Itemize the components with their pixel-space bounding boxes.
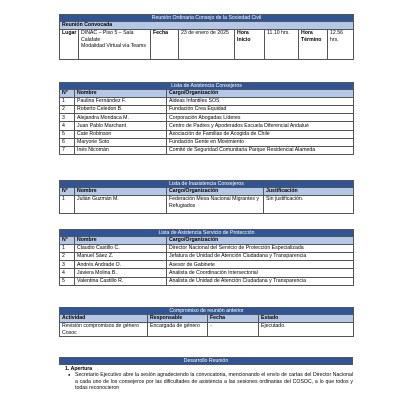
section-bullet-text: ● Secretario Ejecutivo abre la sesión agradeciendo la convocatoria, mencionando el envío de cartas del Director Nacional a cada uno de los consejeros por las dificultades de asistencia a las sesiones ordinarias del COSOC, a lo que todos y todas reconocieron — [75, 372, 353, 391]
row-num: 1 — [60, 195, 75, 213]
row-name: Claudio Castillo C. — [75, 244, 167, 252]
table-row — [60, 322, 354, 337]
row-name: Andrés Andrade O. — [75, 261, 167, 269]
attendance-table — [59, 82, 354, 155]
row-responsible: Encargada de género — [148, 322, 208, 337]
service-header-org: Cargo/Organización — [167, 237, 354, 244]
development-title: Desarrollo Reunión — [60, 358, 353, 365]
row-org: Asesor de Gabinete — [167, 261, 354, 269]
row-num: 1 — [60, 97, 75, 105]
row-num: 6 — [60, 138, 75, 146]
row-org: Fundación Crea Equidad — [167, 106, 354, 114]
table-row — [60, 277, 354, 285]
row-name: Julián Guzmán M. — [75, 195, 167, 213]
commitment-header-date: Fecha — [208, 315, 259, 322]
row-num: 1 — [60, 244, 75, 252]
row-org: Corporación Abogadas Líderes — [167, 114, 354, 122]
row-name: Inés Nicomán — [75, 146, 167, 154]
row-num: 5 — [60, 130, 75, 138]
row-num: 7 — [60, 146, 75, 154]
row-date: - — [208, 322, 259, 337]
row-org: Fundación Gente en Movimiento — [167, 138, 354, 146]
lugar-label: Lugar — [60, 29, 79, 59]
row-name: Manuel Sáez Z. — [75, 253, 167, 261]
table-row — [60, 269, 354, 277]
commitment-title: Compromiso de reunión anterior — [60, 308, 354, 315]
absence-header-num: N° — [60, 188, 75, 195]
section-item-heading: 1. Apertura — [65, 366, 93, 372]
row-org: Asociación de Familias de Acogida de Chile — [167, 130, 354, 138]
row-org: Aldeas Infantiles SOS — [167, 97, 354, 105]
row-num: 2 — [60, 253, 75, 261]
attendance-header-name: Nombre — [75, 90, 167, 97]
service-attendance-table — [59, 229, 354, 286]
table-row — [60, 106, 354, 114]
table-row — [60, 97, 354, 105]
development-table — [59, 357, 353, 365]
row-org: Jefatura de Unidad de Atención Ciudadana y Transparencia — [167, 253, 354, 261]
row-num: 4 — [60, 122, 75, 130]
row-org: Director Nacional del Servicio de Protección Especializada — [167, 244, 354, 252]
absence-header-justification: Justificación — [264, 188, 354, 195]
table-row — [60, 261, 354, 269]
attendance-header-num: N° — [60, 90, 75, 97]
row-org: Centro de Padres y Apoderados Escuela Diferencial Andalué — [167, 122, 354, 130]
row-num: 4 — [60, 269, 75, 277]
commitment-table — [59, 307, 354, 337]
meeting-info-table — [59, 14, 354, 60]
service-title: Lista de Asistencia Servicio de Protección — [60, 230, 354, 237]
fecha-value: 23 de enero de 2025 — [179, 29, 235, 59]
absence-table — [59, 180, 354, 214]
attendance-title: Lista de Asistencia Consejeros — [60, 83, 354, 90]
fecha-label: Fecha — [151, 29, 179, 59]
lugar-value: DINAC – Piso 5 – Sala Calafate Modalidad Virtual vía Teams — [79, 29, 151, 59]
table-row — [60, 138, 354, 146]
row-org: Analista de Unidad de Atención Ciudadana y Transparencia — [167, 277, 354, 285]
meeting-subheader: Reunión Convocada — [60, 22, 354, 29]
commitment-header-status: Estado — [259, 315, 354, 322]
row-num: 5 — [60, 277, 75, 285]
table-row — [60, 146, 354, 154]
row-activity: Revisión compromisos de género Cosoc — [60, 322, 148, 337]
row-num: 2 — [60, 106, 75, 114]
table-row — [60, 253, 354, 261]
absence-title: Lista de Inasistencia Consejeros — [60, 181, 354, 188]
absence-header-org: Cargo/Organización — [167, 188, 264, 195]
row-name: Javiera Molina B. — [75, 269, 167, 277]
table-row — [60, 195, 354, 213]
hora-termino-label: Hora Término — [299, 29, 328, 59]
hora-termino-value: 12.56 hrs. — [328, 29, 354, 59]
service-header-name: Nombre — [75, 237, 167, 244]
service-header-num: N° — [60, 237, 75, 244]
table-row — [60, 122, 354, 130]
row-org: Analista de Coordinación Intersectorial — [167, 269, 354, 277]
hora-inicio-value: 11.10 hrs. — [265, 29, 299, 59]
row-status: Ejecutado. — [259, 322, 354, 337]
commitment-header-activity: Actividad — [60, 315, 148, 322]
absence-header-name: Nombre — [75, 188, 167, 195]
row-justification: Sin justificación. — [264, 195, 354, 213]
row-org: Comité de Seguridad Comunitaria Parque Residencial Alameda — [167, 146, 354, 154]
table-row — [60, 130, 354, 138]
row-org: Federación Mesa Nacional Migrantes y Refugiados — [167, 195, 264, 213]
row-name: Paulina Fernández F. — [75, 97, 167, 105]
table-row — [60, 114, 354, 122]
row-name: Alejandra Mondaca M. — [75, 114, 167, 122]
row-name: Juan Pablo Marchant — [75, 122, 167, 130]
commitment-header-responsible: Responsable — [148, 315, 208, 322]
meeting-title: Reunión Ordinaria Consejo de la Sociedad Civil — [60, 15, 354, 22]
row-name: Maryorie Soto — [75, 138, 167, 146]
row-name: Roberto Celedon B. — [75, 106, 167, 114]
hora-inicio-label: Hora Inicio — [235, 29, 265, 59]
row-num: 3 — [60, 261, 75, 269]
row-name: Cate Robinson — [75, 130, 167, 138]
row-name: Valentina Castillo R. — [75, 277, 167, 285]
row-num: 3 — [60, 114, 75, 122]
attendance-header-org: Cargo/Organización — [167, 90, 354, 97]
development-body — [59, 366, 353, 391]
table-row — [60, 244, 354, 252]
